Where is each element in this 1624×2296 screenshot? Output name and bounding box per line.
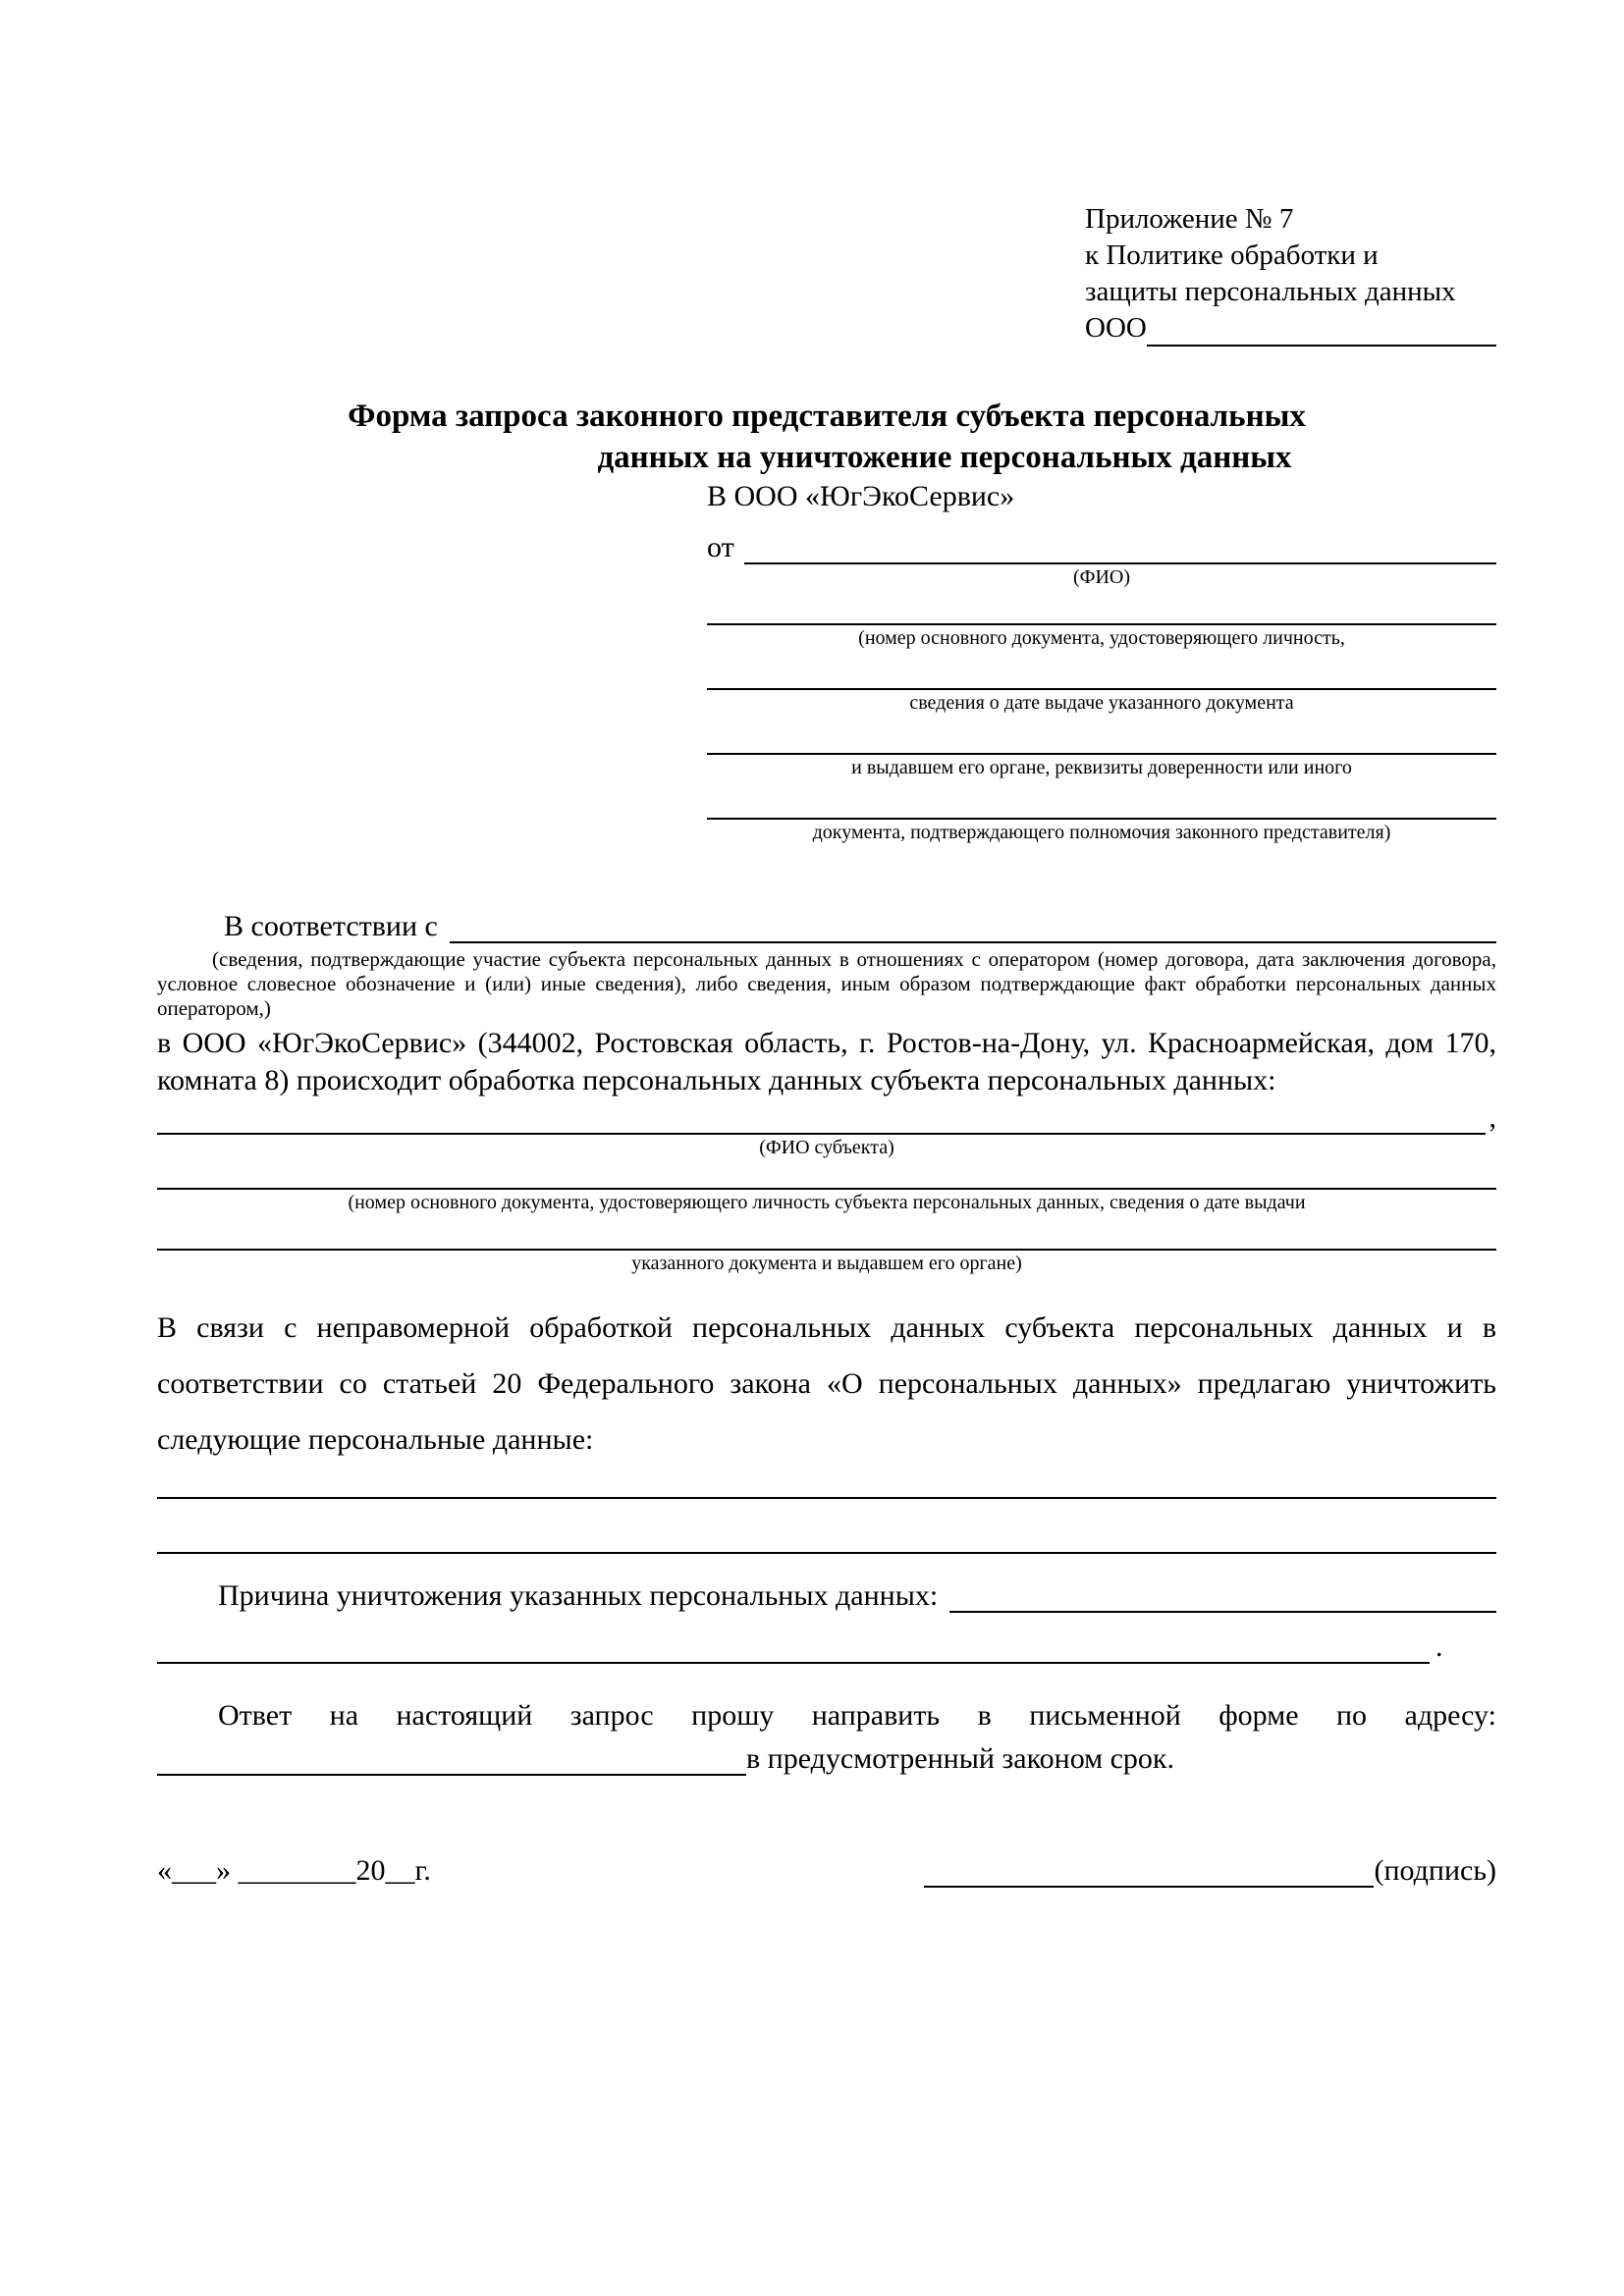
signature-blank-line [924,1880,1374,1888]
document-body [157,908,1496,1776]
org-prefix: ООО [1085,312,1147,344]
appendix-header-line-1: Приложение № 7 [1085,203,1294,235]
reason-row [157,1577,1496,1613]
accordance-blank-line [450,935,1496,943]
reason-blank-line-2 [157,1656,1430,1664]
reply-suffix: в предусмотренный законом срок. [746,1742,1174,1775]
addressee-org: В ООО «ЮгЭкоСервис» [707,480,1015,512]
signature-caption: (подпись) [1374,1854,1496,1887]
reply-address-blank-line [157,1768,746,1776]
footer-row [157,1850,1496,1888]
document-title-line-1: Форма запроса законного представителя субъекта персональных [348,399,1306,434]
authority-doc-caption: документа, подтверждающего полномочия законного представителя) [812,822,1391,843]
fio-caption: (ФИО) [1072,566,1130,588]
operator-paragraph: в ООО «ЮгЭкоСервис» (344002, Ростовская область, г. Ростов-на-Дону, ул. Красноармейская, дом 170, комната 8) происходит обработка персональных данных субъекта персональных данных: [157,1027,1496,1096]
personal-data-blank-line-2 [157,1552,1496,1554]
accordance-row [157,908,1496,943]
doc-number-caption: (номер основного документа, удостоверяющего личность, [858,627,1345,649]
reason-label: Причина уничтожения указанных персональных данных: [218,1579,939,1612]
from-label: от [707,531,734,563]
addressee-block [707,478,1496,845]
reply-address-row [157,1740,1496,1776]
reason-period: . [1435,1630,1443,1663]
org-name-blank-line [1147,339,1496,347]
accordance-label: В соответствии с [224,910,438,942]
reply-paragraph: Ответ на настоящий запрос прошу направить в письменной форме по адресу: [218,1699,1496,1732]
date-line: «___» ________20__г. [157,1854,431,1887]
from-row [707,531,1496,564]
subject-fio-row [157,1099,1496,1135]
subject-fio-blank-line [157,1127,1486,1135]
appendix-header-org-row [1085,310,1496,347]
issue-date-caption: сведения о дате выдаче указанного документа [909,692,1294,714]
appendix-header-line-3: защиты персональных данных [1085,276,1456,307]
demand-paragraph: В связи с неправомерной обработкой персональных данных субъекта персональных данных и в соответствии со статьей 20 Федерального закона «О персональных данных» предлагаю уничтожить следующие персональные данные: [157,1311,1496,1456]
subject-doc-caption-1: (номер основного документа, удостоверяющего личность субъекта персональных данных, сведения о дате выдачи [348,1192,1306,1213]
issuing-authority-caption: и выдавшем его органе, реквизиты доверенности или иного [851,757,1352,778]
document-title [157,396,1496,478]
subject-fio-caption: (ФИО субъекта) [759,1137,894,1158]
document-title-line-2: данных на уничтожение персональных данных [597,440,1292,475]
reason-blank-line [949,1605,1496,1613]
signature-group [924,1854,1496,1888]
fio-blank-line [744,557,1496,564]
subject-fio-comma: , [1489,1101,1496,1134]
appendix-header [1085,201,1496,347]
appendix-header-line-2: к Политике обработки и [1085,240,1379,271]
personal-data-blank-line-1 [157,1497,1496,1499]
reason-continuation-row [157,1630,1496,1664]
accordance-note: (сведения, подтверждающие участие субъекта персональных данных в отношениях с оператором (номер договора, дата заключения договора, условное словесное обозначение и (или) иные сведения), либо сведения, иным образом подтверждающие факт обработки персональных данных оператором,) [157,947,1496,1020]
subject-doc-caption-2: указанного документа и выдавшем его органе) [631,1253,1022,1274]
